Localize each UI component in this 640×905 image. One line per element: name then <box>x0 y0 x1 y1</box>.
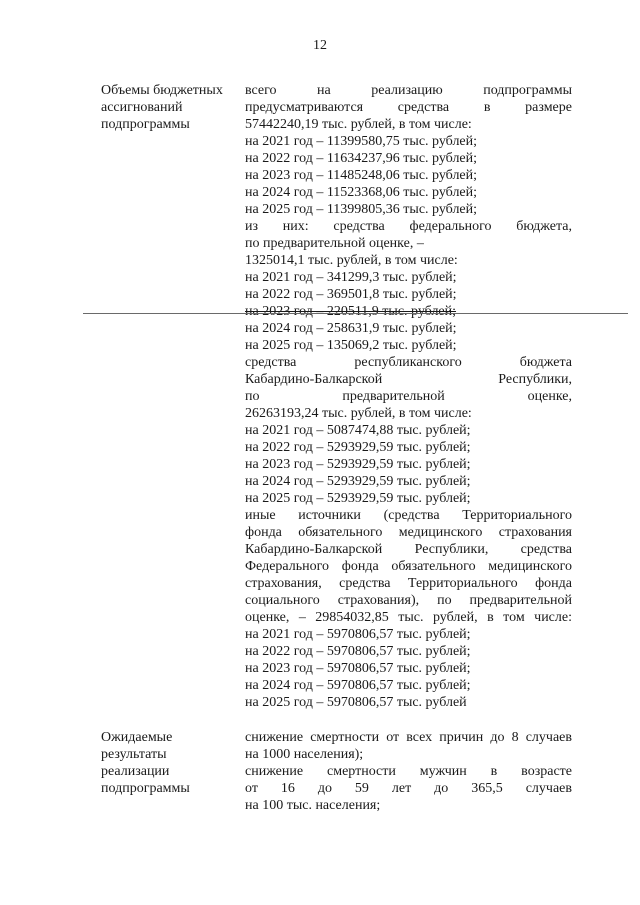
text-line: на 2022 год – 11634237,96 тыс. рублей; <box>245 151 478 166</box>
text-line: на 2023 год – 11485248,06 тыс. рублей; <box>245 168 478 183</box>
text-line: на 2023 год – 220511,9 тыс. рублей; <box>245 304 457 319</box>
label-line: подпрограммы <box>101 781 190 796</box>
text-line: на 2022 год – 5293929,59 тыс. рублей; <box>245 440 471 455</box>
text-line: 26263193,24 тыс. рублей, в том числе: <box>245 406 472 421</box>
text-line: на 2023 год – 5293929,59 тыс. рублей; <box>245 457 471 472</box>
text-line: на 2025 год – 11399805,36 тыс. рублей; <box>245 202 478 217</box>
text-line: на 2021 год – 5970806,57 тыс. рублей; <box>245 627 471 642</box>
text-line: Федерального фонда обязательного медицинского <box>245 559 572 574</box>
text-line: из них: средства федерального бюджета, <box>245 219 572 234</box>
text-line: на 2023 год – 5970806,57 тыс. рублей; <box>245 661 471 676</box>
label-line: Объемы бюджетных <box>101 83 223 98</box>
text-line: на 2024 год – 11523368,06 тыс. рублей; <box>245 185 478 200</box>
page-number: 12 <box>313 38 327 53</box>
label-line: Ожидаемые <box>101 730 173 745</box>
text-line: по предварительной оценке, <box>245 389 572 404</box>
text-line: фонда обязательного медицинского страхования <box>245 525 572 540</box>
label-line: реализации <box>101 764 170 779</box>
text-line: 1325014,1 тыс. рублей, в том числе: <box>245 253 458 268</box>
text-line: на 2025 год – 135069,2 тыс. рублей; <box>245 338 457 353</box>
text-line: на 1000 населения); <box>245 747 364 762</box>
text-line: по предварительной оценке, – <box>245 236 424 251</box>
text-line: на 2025 год – 5293929,59 тыс. рублей; <box>245 491 471 506</box>
text-line: от 16 до 59 лет до 365,5 случаев <box>245 781 572 796</box>
text-line: снижение смертности мужчин в возрасте <box>245 764 572 779</box>
text-line: на 2024 год – 258631,9 тыс. рублей; <box>245 321 457 336</box>
text-line: страхования, средства Территориального фонда <box>245 576 572 591</box>
results-label <box>101 729 241 797</box>
text-line: на 2022 год – 369501,8 тыс. рублей; <box>245 287 457 302</box>
divider-line <box>83 313 628 314</box>
text-line: на 100 тыс. населения; <box>245 798 381 813</box>
text-line: на 2021 год – 11399580,75 тыс. рублей; <box>245 134 478 149</box>
budget-content <box>245 82 572 711</box>
text-line: на 2025 год – 5970806,57 тыс. рублей <box>245 695 467 710</box>
results-content <box>245 729 572 814</box>
budget-label <box>101 82 241 133</box>
text-line: социального страхования), по предварительной <box>245 593 572 608</box>
text-line: Кабардино-Балкарской Республики, <box>245 372 572 387</box>
text-line: на 2022 год – 5970806,57 тыс. рублей; <box>245 644 471 659</box>
label-line: результаты <box>101 747 167 762</box>
label-line: ассигнований <box>101 100 183 115</box>
text-line: оценке, – 29854032,85 тыс. рублей, в том числе: <box>245 610 572 625</box>
text-line: на 2021 год – 341299,3 тыс. рублей; <box>245 270 457 285</box>
text-line: всего на реализацию подпрограммы <box>245 83 572 98</box>
label-line: подпрограммы <box>101 117 190 132</box>
text-line: снижение смертности от всех причин до 8 случаев <box>245 730 572 745</box>
text-line: 57442240,19 тыс. рублей, в том числе: <box>245 117 472 132</box>
text-line: на 2024 год – 5293929,59 тыс. рублей; <box>245 474 471 489</box>
text-line: иные источники (средства Территориального <box>245 508 572 523</box>
text-line: средства республиканского бюджета <box>245 355 572 370</box>
text-line: Кабардино-Балкарской Республики, средства <box>245 542 572 557</box>
text-line: на 2024 год – 5970806,57 тыс. рублей; <box>245 678 471 693</box>
text-line: на 2021 год – 5087474,88 тыс. рублей; <box>245 423 471 438</box>
text-line: предусматриваются средства в размере <box>245 100 572 115</box>
